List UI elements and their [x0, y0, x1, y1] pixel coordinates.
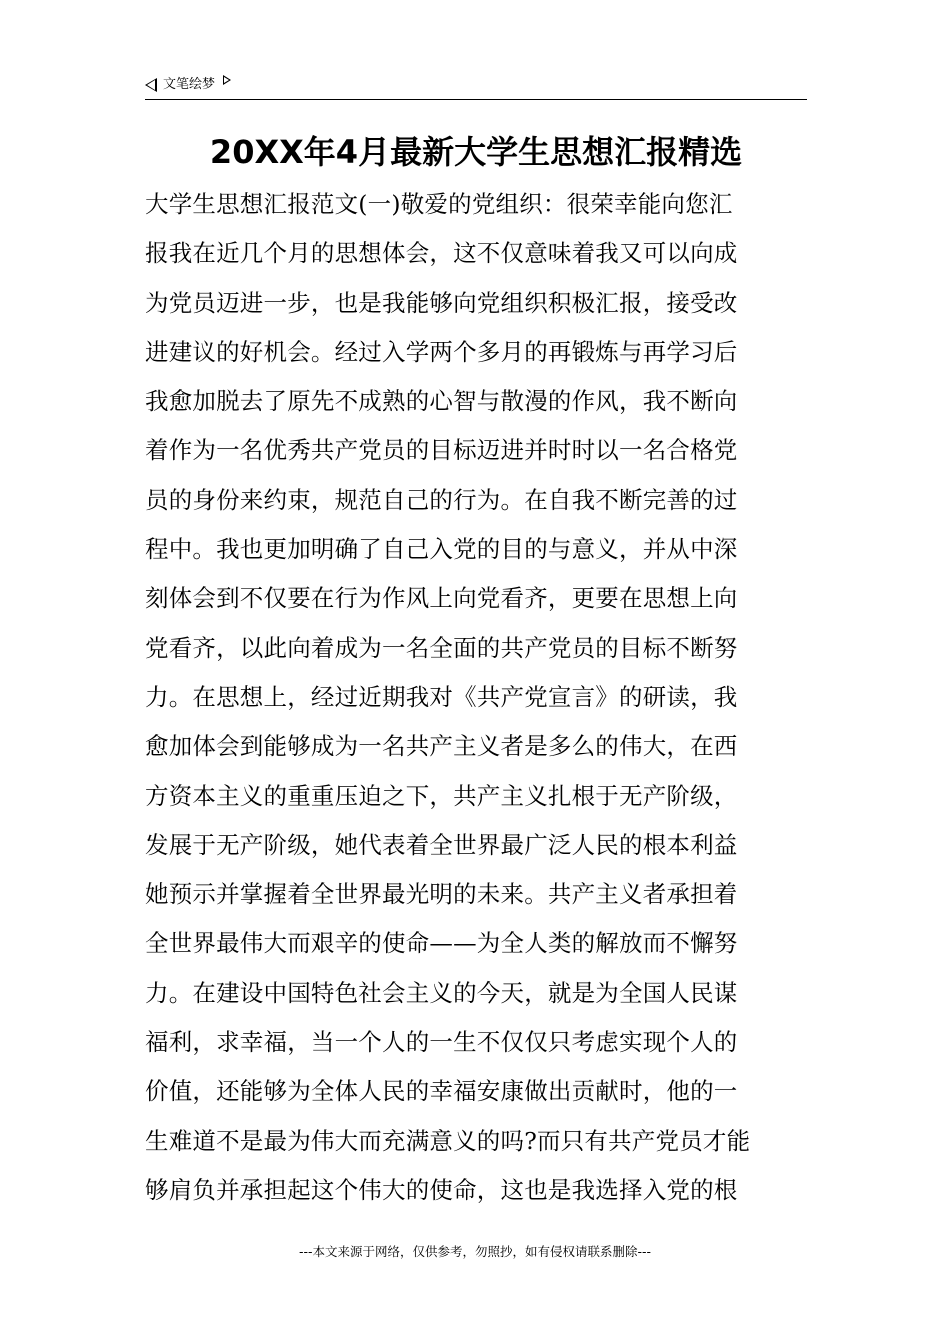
header-divider: [145, 99, 807, 100]
footer-notice: ---本文来源于网络，仅供参考，勿照抄，如有侵权请联系删除---: [298, 1244, 652, 1259]
body-line: 价值，还能够为全体人民的幸福安康做出贡献时，他的一: [145, 1077, 738, 1106]
body-line: 力。在思想上，经过近期我对《共产党宣言》的研读，我: [145, 682, 738, 711]
body-line: 生难道不是最为伟大而充满意义的吗?而只有共产党员才能: [145, 1126, 751, 1155]
document-title: 20XX年4月最新大学生思想汇报精选: [209, 133, 743, 171]
body-line: 方资本主义的重重压迫之下，共产主义扎根于无产阶级，: [145, 781, 738, 810]
body-line: 为党员迈进一步，也是我能够向党组织积极汇报，接受改: [145, 288, 738, 317]
body-line: 福利，求幸福，当一个人的一生不仅仅只考虑实现个人的: [145, 1028, 738, 1057]
page-header: [145, 72, 807, 98]
body-line: 刻体会到不仅要在行为作风上向党看齐，更要在思想上向: [145, 584, 738, 613]
document-body: [145, 180, 825, 1215]
body-line: 程中。我也更加明确了自己入党的目的与意义，并从中深: [145, 535, 738, 564]
body-line: 够肩负并承担起这个伟大的使命，这也是我选择入党的根: [145, 1175, 738, 1204]
body-line: 进建议的好机会。经过入学两个多月的再锻炼与再学习后: [145, 337, 738, 366]
body-line: 大学生思想汇报范文(一)敬爱的党组织：很荣幸能向您汇: [145, 190, 733, 218]
body-line: 着作为一名优秀共产党员的目标迈进并时时以一名合格党: [145, 436, 738, 465]
body-line: 报我在近几个月的思想体会，这不仅意味着我又可以向成: [145, 239, 738, 268]
body-line: 党看齐，以此向着成为一名全面的共产党员的目标不断努: [145, 633, 738, 662]
body-line: 员的身份来约束，规范自己的行为。在自我不断完善的过: [145, 485, 738, 514]
body-line: 她预示并掌握着全世界最光明的未来。共产主义者承担着: [145, 880, 738, 909]
triangle-right-icon: [223, 75, 231, 85]
body-line: 愈加体会到能够成为一名共产主义者是多么的伟大，在西: [145, 732, 738, 761]
header-brand: 文笔绘梦: [163, 77, 216, 92]
body-line: 发展于无产阶级，她代表着全世界最广泛人民的根本利益: [145, 830, 738, 859]
triangle-left-icon: [145, 78, 157, 92]
body-line: 力。在建设中国特色社会主义的今天，就是为全国人民谋: [145, 978, 738, 1007]
body-line: 我愈加脱去了原先不成熟的心智与散漫的作风，我不断向: [145, 387, 738, 416]
body-line: 全世界最伟大而艰辛的使命——为全人类的解放而不懈努: [145, 929, 738, 958]
